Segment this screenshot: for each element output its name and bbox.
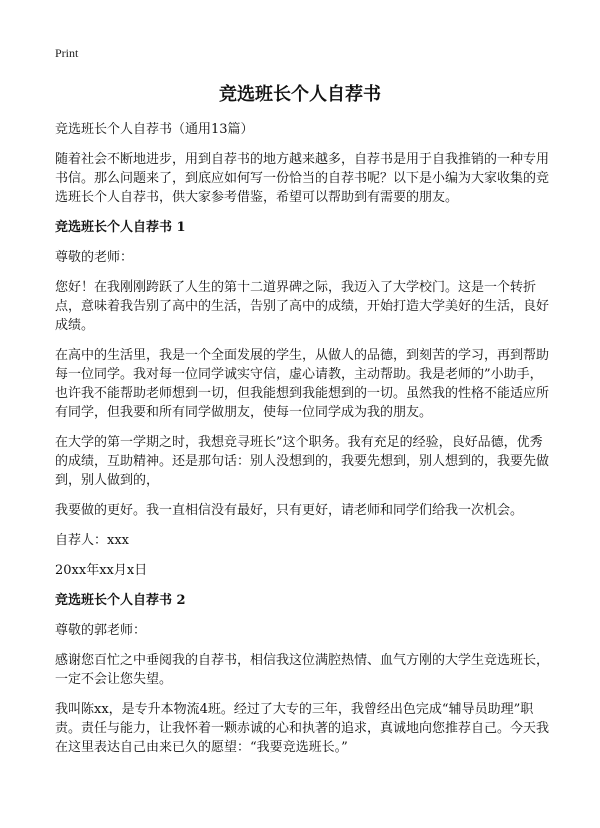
page-title: 竞选班长个人自荐书: [219, 84, 381, 105]
letter-2-heading: 竞选班长个人自荐书 2: [55, 593, 186, 608]
letter-2-paragraph-1: 感谢您百忙之中垂阅我的自荐书，相信我这位满腔热情、血气方刚的大学生竞选班长，一定不会让您失望。: [55, 653, 550, 687]
letter-2-salutation: 尊敬的郭老师：: [55, 623, 147, 638]
letter-1-paragraph-3: 在大学的第一学期之时，我想竞寻班长”这个职务。我有充足的经验，良好品德，优秀的成绩，互助精神。还是那句话：别人没想到的，我要先想到，别人想到的，我要先做到，别人做到的，: [55, 435, 550, 488]
document-body: [55, 120, 553, 768]
print-link[interactable]: Print: [55, 46, 79, 60]
intro-paragraph: 随着社会不断地进步，用到自荐书的地方越来越多，自荐书是用于自我推销的一种专用书信。那么问题来了，到底应如何写一份恰当的自荐书呢？以下是小编为大家收集的竞选班长个人自荐书，供大家参考借鉴，希望可以帮助到有需要的朋友。: [55, 152, 550, 205]
letter-1-paragraph-2: 在高中的生活里，我是一个全面发展的学生，从做人的品德，到刻苦的学习，再到帮助每一位同学。我对每一位同学诚实守信，虚心请教，主动帮助。我是老师的”小助手，也许我不能帮助老师想到一切，但我能想到我能想到的一切。虽然我的性格不能适应所有同学，但我要和所有同学做朋友，使每一位同学成为我的朋友。: [55, 348, 550, 420]
letter-1-salutation: 尊敬的老师：: [55, 250, 134, 265]
letter-1-paragraph-4: 我要做的更好。我一直相信没有最好，只有更好，请老师和同学们给我一次机会。: [55, 503, 524, 518]
letter-1-signer: 自荐人：xxx: [55, 533, 129, 548]
letter-1-heading: 竞选班长个人自荐书 1: [55, 220, 186, 235]
letter-1-paragraph-1: 您好！在我刚刚跨跃了人生的第十二道界碑之际，我迈入了大学校门。这是一个转折点，意味着我告别了高中的生活，告别了高中的成绩，开始打造大学美好的生活，良好成绩。: [55, 280, 550, 333]
letter-2-paragraph-2: 我叫陈xx，是专升本物流4班。经过了大专的三年，我曾经出色完成“辅导员助理”职责。责任与能力，让我怀着一颗赤诚的心和执著的追求，真诚地向您推荐自己。今天我在这里表达自己由来已久的愿望：“我要竞选班长。”: [55, 702, 550, 755]
letter-1-date: 20xx年xx月x日: [55, 563, 148, 578]
document-subtitle: 竞选班长个人自荐书（通用13篇）: [55, 122, 254, 137]
